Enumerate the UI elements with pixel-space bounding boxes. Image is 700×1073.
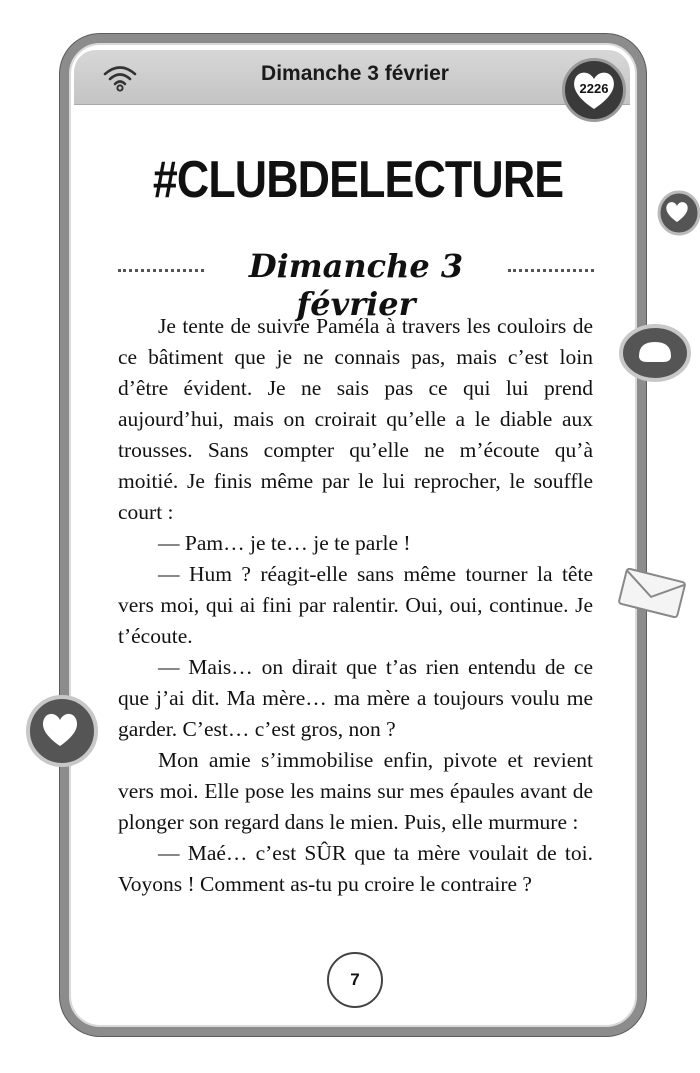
envelope-icon (614, 565, 690, 621)
paragraph: Je tente de suivre Paméla à travers les couloirs de ce bâtiment que je ne connais pas, mais c’est loin d’être évident. Je ne sais pas ce qui lui prend aujourd’hui, mais on croirait qu’elle a le diable aux trousses. Sans compter qu’elle ne m’écoute qu’à moitié. Je finis même par le lui reprocher, le souffle court : (118, 314, 593, 524)
paragraph: Mon amie s’immobilise enfin, pivote et revient vers moi. Elle pose les mains sur mes épaules avant de plonger son regard dans le mien. Puis, elle murmure : (118, 748, 593, 834)
heart-icon (655, 190, 700, 236)
paragraph: — Hum ? réagit-elle sans même tourner la tête vers moi, qui ai fini par ralentir. Oui, oui, continue. Je t’écoute. (118, 562, 593, 648)
page-number: 7 (327, 952, 383, 1008)
body-text (118, 311, 593, 900)
hashtag-title: #CLUBDELECTURE (152, 151, 564, 209)
dotted-divider (508, 269, 594, 272)
chat-bubble-icon (617, 322, 693, 384)
heart-icon (24, 692, 102, 770)
wifi-icon (103, 64, 137, 92)
dotted-divider (118, 269, 204, 272)
date-heading-row (118, 245, 594, 323)
paragraph: — Mais… on dirait que t’as rien entendu de ce que j’ai dit. Ma mère… ma mère a toujours voulu me garder. C’est… c’est gros, non ? (118, 655, 593, 741)
status-bar-date: Dimanche 3 février (261, 62, 449, 85)
date-heading: Dimanche 3 février (248, 247, 464, 323)
paragraph: — Pam… je te… je te parle ! (158, 531, 411, 555)
like-count: 2226 (579, 81, 609, 96)
paragraph: — Maé… c’est SÛR que ta mère voulait de toi. Voyons ! Comment as-tu pu croire le contraire ? (118, 841, 593, 896)
